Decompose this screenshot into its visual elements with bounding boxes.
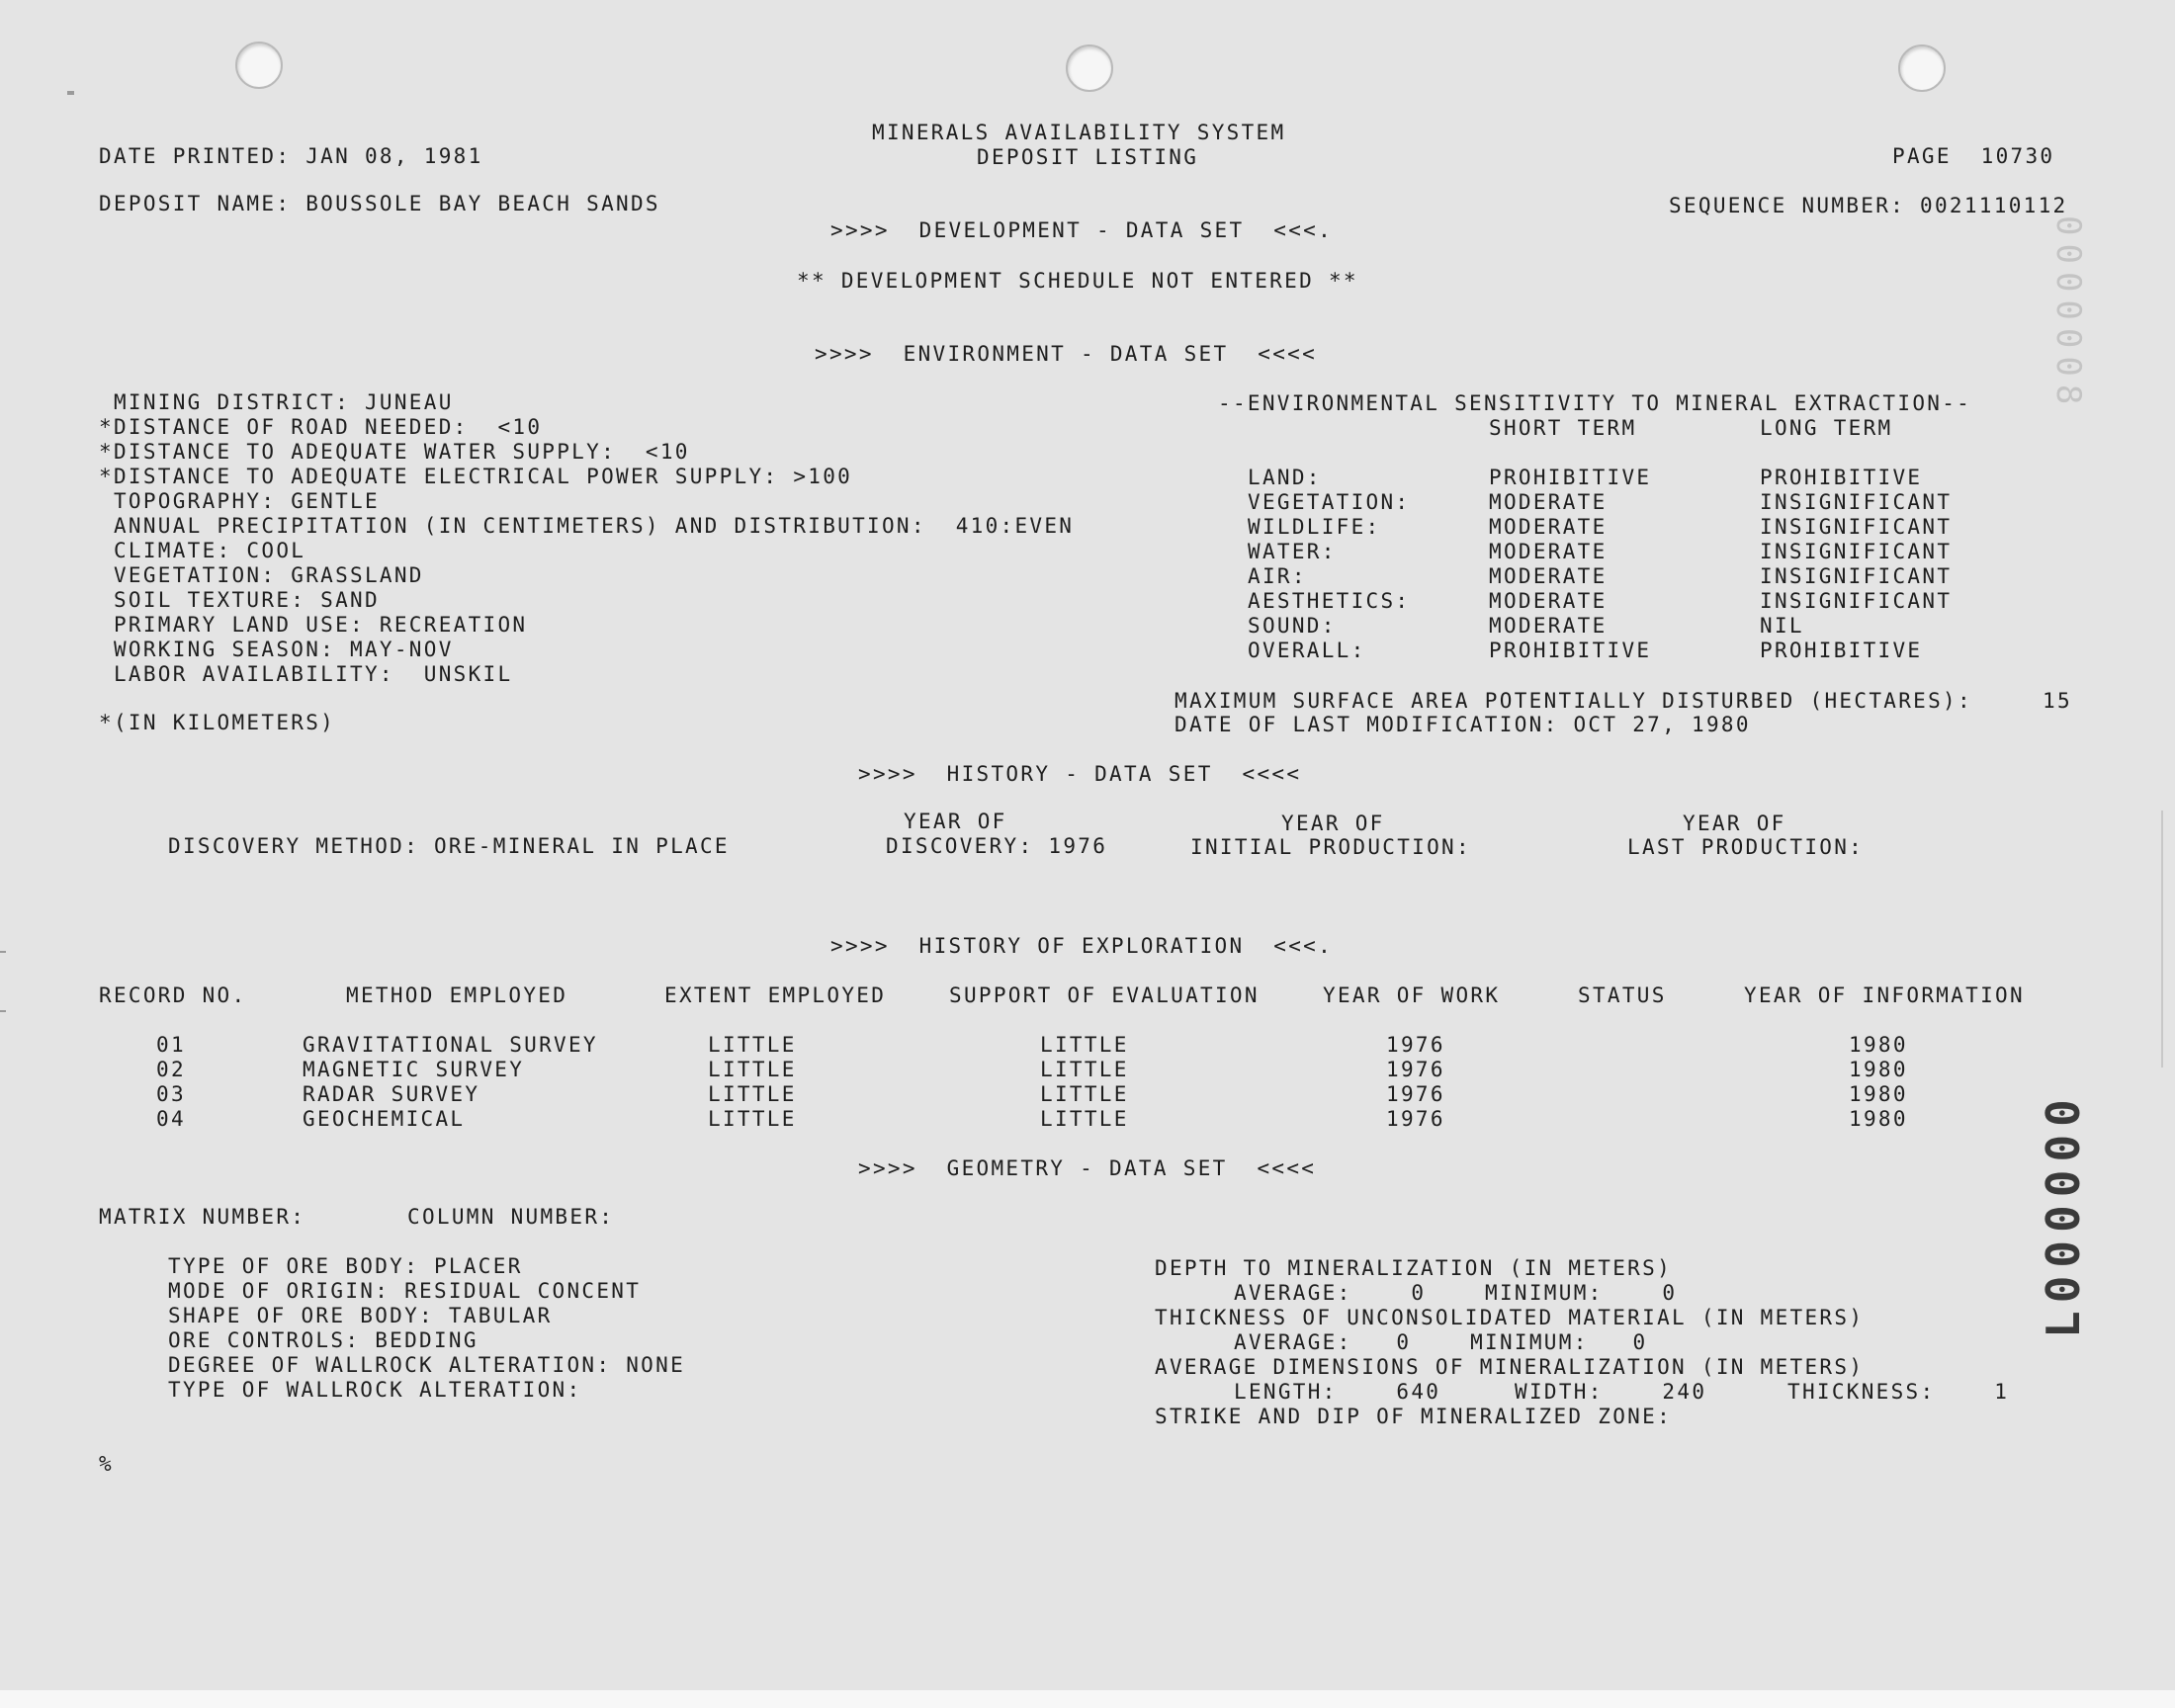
system-title: MINERALS AVAILABILITY SYSTEM: [872, 121, 1286, 144]
environment-line: *DISTANCE TO ADEQUATE WATER SUPPLY: <10: [99, 440, 690, 464]
environment-line: *DISTANCE OF ROAD NEEDED: <10: [99, 415, 543, 439]
geometry-line: DEGREE OF WALLROCK ALTERATION: NONE: [168, 1353, 686, 1377]
sensitivity-short: MODERATE: [1489, 490, 1608, 514]
table-row: [0, 1107, 2175, 1132]
kilometers-footnote: *(IN KILOMETERS): [99, 711, 336, 734]
footer-mark: %: [99, 1452, 114, 1476]
extent-employed: LITTLE: [708, 1058, 797, 1081]
geometry-heading: >>>> GEOMETRY - DATA SET <<<<: [858, 1156, 1317, 1180]
environment-line: *DISTANCE TO ADEQUATE ELECTRICAL POWER SUPPLY: >100: [99, 465, 853, 488]
sensitivity-short: MODERATE: [1489, 564, 1608, 588]
short-term-header: SHORT TERM: [1489, 416, 1637, 440]
column-header-status: STATUS: [1578, 983, 1667, 1007]
development-note: ** DEVELOPMENT SCHEDULE NOT ENTERED **: [797, 269, 1358, 293]
year-of-label: YEAR OF: [1281, 811, 1385, 835]
year-of-work: 1976: [1386, 1107, 1445, 1131]
depth-average: AVERAGE: 0 MINIMUM: 0: [1234, 1281, 1678, 1305]
column-header-method: METHOD EMPLOYED: [346, 983, 568, 1007]
sensitivity-long: INSIGNIFICANT: [1760, 589, 1953, 613]
sensitivity-factor: AIR:: [1248, 564, 1307, 588]
support-of-evaluation: LITTLE: [1040, 1033, 1129, 1057]
sensitivity-long: INSIGNIFICANT: [1760, 490, 1953, 514]
page-number: PAGE 10730: [1892, 144, 2055, 168]
support-of-evaluation: LITTLE: [1040, 1058, 1129, 1081]
sensitivity-short: PROHIBITIVE: [1489, 466, 1652, 489]
history-heading: >>>> HISTORY - DATA SET <<<<: [858, 762, 1302, 786]
dimension-length: LENGTH: 640: [1234, 1380, 1441, 1404]
record-number: 04: [156, 1107, 186, 1131]
extent-employed: LITTLE: [708, 1082, 797, 1106]
column-header-year-work: YEAR OF WORK: [1323, 983, 1501, 1007]
matrix-number: MATRIX NUMBER:: [99, 1205, 306, 1229]
margin-line: [0, 1010, 6, 1012]
column-header-support: SUPPORT OF EVALUATION: [949, 983, 1260, 1007]
method-employed: GRAVITATIONAL SURVEY: [303, 1033, 598, 1057]
environment-line: PRIMARY LAND USE: RECREATION: [99, 613, 528, 637]
sensitivity-factor: VEGETATION:: [1248, 490, 1411, 514]
method-employed: GEOCHEMICAL: [303, 1107, 466, 1131]
table-row: [0, 1082, 2175, 1107]
environment-line: VEGETATION: GRASSLAND: [99, 563, 424, 587]
scan-speck: [67, 91, 74, 95]
sensitivity-factor: WILDLIFE:: [1248, 515, 1381, 539]
sensitivity-factor: OVERALL:: [1248, 639, 1366, 662]
last-production: LAST PRODUCTION:: [1627, 835, 1865, 859]
year-of-information: 1980: [1849, 1082, 1908, 1106]
year-of-work: 1976: [1386, 1033, 1445, 1057]
sensitivity-short: PROHIBITIVE: [1489, 639, 1652, 662]
support-of-evaluation: LITTLE: [1040, 1082, 1129, 1106]
record-number: 01: [156, 1033, 186, 1057]
max-area-label: MAXIMUM SURFACE AREA POTENTIALLY DISTURBED (HECTARES):: [1174, 689, 1972, 713]
environment-line: MINING DISTRICT: JUNEAU: [99, 390, 454, 414]
development-heading: >>>> DEVELOPMENT - DATA SET <<<.: [830, 218, 1334, 242]
sensitivity-factor: AESTHETICS:: [1248, 589, 1411, 613]
sensitivity-long: INSIGNIFICANT: [1760, 515, 1953, 539]
scan-edge: [0, 1690, 2175, 1708]
thickness-label: THICKNESS OF UNCONSOLIDATED MATERIAL (IN METERS): [1155, 1306, 1865, 1329]
table-row: [0, 1058, 2175, 1082]
sensitivity-factor: LAND:: [1248, 466, 1322, 489]
discovery-year: DISCOVERY: 1976: [886, 834, 1108, 858]
record-number: 03: [156, 1082, 186, 1106]
depth-label: DEPTH TO MINERALIZATION (IN METERS): [1155, 1256, 1673, 1280]
environment-line: LABOR AVAILABILITY: UNSKIL: [99, 662, 513, 686]
sensitivity-short: MODERATE: [1489, 540, 1608, 563]
punch-hole-left: [235, 42, 283, 89]
max-area-value: 15: [2043, 689, 2072, 713]
year-of-label: YEAR OF: [1683, 811, 1786, 835]
table-row: [0, 1033, 2175, 1058]
year-of-work: 1976: [1386, 1082, 1445, 1106]
sequence-number: SEQUENCE NUMBER: 0021110112: [1669, 194, 2068, 217]
date-printed: DATE PRINTED: JAN 08, 1981: [99, 144, 483, 168]
strike-dip: STRIKE AND DIP OF MINERALIZED ZONE:: [1155, 1405, 1673, 1428]
support-of-evaluation: LITTLE: [1040, 1107, 1129, 1131]
exploration-heading: >>>> HISTORY OF EXPLORATION <<<.: [830, 934, 1334, 958]
sensitivity-factor: SOUND:: [1248, 614, 1337, 638]
punch-hole-center: [1066, 44, 1113, 92]
sensitivity-short: MODERATE: [1489, 614, 1608, 638]
report-subtitle: DEPOSIT LISTING: [977, 145, 1199, 169]
margin-line: [0, 951, 6, 953]
environment-heading: >>>> ENVIRONMENT - DATA SET <<<<: [815, 342, 1318, 366]
sensitivity-long: PROHIBITIVE: [1760, 639, 1923, 662]
sensitivity-short: MODERATE: [1489, 589, 1608, 613]
margin-stamp-top: 0000008: [2048, 215, 2088, 413]
geometry-line: TYPE OF ORE BODY: PLACER: [168, 1254, 523, 1278]
geometry-line: MODE OF ORIGIN: RESIDUAL CONCENT: [168, 1279, 642, 1303]
method-employed: MAGNETIC SURVEY: [303, 1058, 525, 1081]
sensitivity-factor: WATER:: [1248, 540, 1337, 563]
extent-employed: LITTLE: [708, 1107, 797, 1131]
year-of-information: 1980: [1849, 1107, 1908, 1131]
environment-line: SOIL TEXTURE: SAND: [99, 588, 380, 612]
sensitivity-long: INSIGNIFICANT: [1760, 564, 1953, 588]
sensitivity-long: PROHIBITIVE: [1760, 466, 1923, 489]
edge-shadow: [2161, 811, 2163, 1068]
geometry-line: SHAPE OF ORE BODY: TABULAR: [168, 1304, 553, 1327]
geometry-line: TYPE OF WALLROCK ALTERATION:: [168, 1378, 582, 1402]
margin-stamp-bottom: L000000: [2037, 1091, 2090, 1338]
environment-line: CLIMATE: COOL: [99, 539, 306, 562]
sensitivity-title: --ENVIRONMENTAL SENSITIVITY TO MINERAL EXTRACTION--: [1218, 391, 1972, 415]
discovery-method: DISCOVERY METHOD: ORE-MINERAL IN PLACE: [168, 834, 730, 858]
column-header-year-info: YEAR OF INFORMATION: [1744, 983, 2025, 1007]
dimensions-label: AVERAGE DIMENSIONS OF MINERALIZATION (IN METERS): [1155, 1355, 1865, 1379]
environment-line: ANNUAL PRECIPITATION (IN CENTIMETERS) AND DISTRIBUTION: 410:EVEN: [99, 514, 1075, 538]
column-header-extent: EXTENT EMPLOYED: [664, 983, 887, 1007]
dimension-thickness: THICKNESS: 1: [1787, 1380, 2010, 1404]
column-number: COLUMN NUMBER:: [407, 1205, 615, 1229]
environment-line: WORKING SEASON: MAY-NOV: [99, 638, 454, 661]
geometry-line: ORE CONTROLS: BEDDING: [168, 1328, 478, 1352]
thickness-average: AVERAGE: 0 MINIMUM: 0: [1234, 1330, 1648, 1354]
deposit-name: DEPOSIT NAME: BOUSSOLE BAY BEACH SANDS: [99, 192, 660, 215]
sensitivity-short: MODERATE: [1489, 515, 1608, 539]
dimension-width: WIDTH: 240: [1515, 1380, 1707, 1404]
long-term-header: LONG TERM: [1760, 416, 1893, 440]
year-of-information: 1980: [1849, 1033, 1908, 1057]
column-header-record: RECORD NO.: [99, 983, 247, 1007]
year-of-work: 1976: [1386, 1058, 1445, 1081]
method-employed: RADAR SURVEY: [303, 1082, 480, 1106]
environment-line: TOPOGRAPHY: GENTLE: [99, 489, 380, 513]
year-of-label: YEAR OF: [904, 810, 1007, 833]
punch-hole-right: [1898, 44, 1946, 92]
year-of-information: 1980: [1849, 1058, 1908, 1081]
initial-production: INITIAL PRODUCTION:: [1190, 835, 1471, 859]
record-number: 02: [156, 1058, 186, 1081]
sensitivity-long: NIL: [1760, 614, 1804, 638]
last-modification: DATE OF LAST MODIFICATION: OCT 27, 1980: [1174, 713, 1751, 736]
extent-employed: LITTLE: [708, 1033, 797, 1057]
sensitivity-long: INSIGNIFICANT: [1760, 540, 1953, 563]
